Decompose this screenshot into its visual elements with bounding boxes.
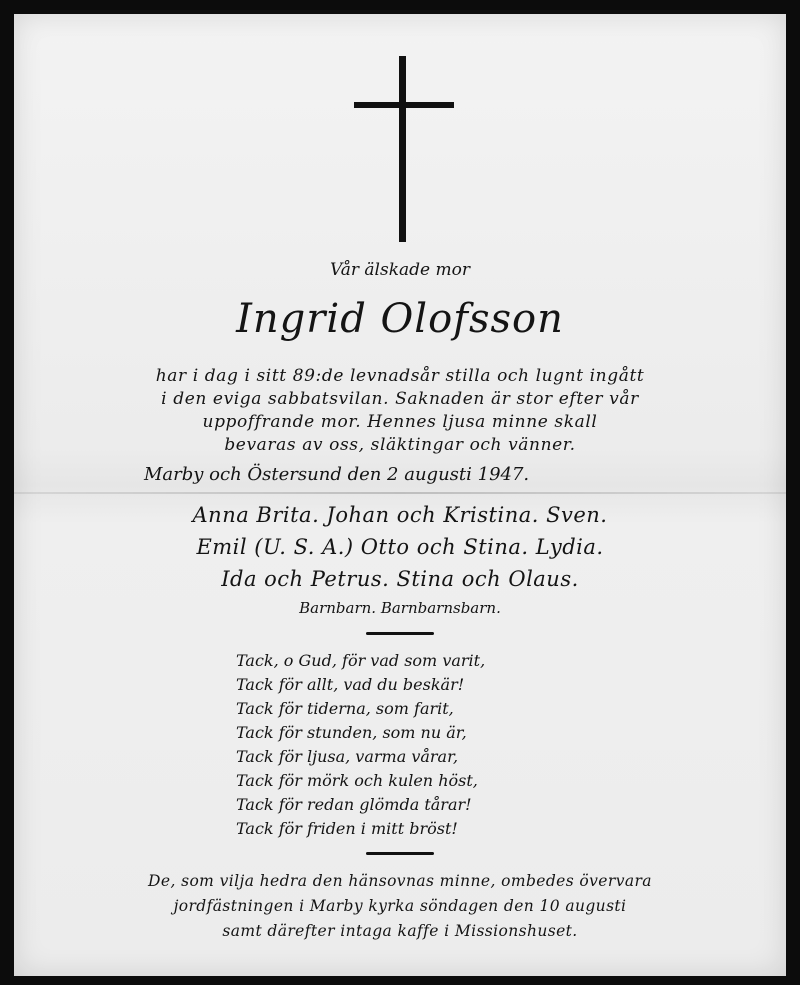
- poem-line: Tack för ljusa, varma vårar,: [236, 747, 459, 766]
- body-line: har i dag i sitt 89:de levnadsår stilla och lugnt ingått: [155, 366, 645, 386]
- family-line: Emil (U. S. A.) Otto och Stina. Lydia.: [196, 535, 604, 559]
- divider-top: [366, 632, 434, 635]
- place-date: Marby och Östersund den 2 augusti 1947.: [144, 464, 530, 485]
- body-line: uppoffrande mor. Hennes ljusa minne skall: [202, 412, 598, 432]
- deceased-name: Ingrid Olofsson: [236, 296, 564, 342]
- poem-line: Tack för friden i mitt bröst!: [236, 819, 458, 838]
- poem-line: Tack, o Gud, för vad som varit,: [236, 651, 486, 670]
- body-line: bevaras av oss, släktingar och vänner.: [224, 435, 576, 455]
- closing-line: jordfästningen i Marby kyrka söndagen den 10 augusti: [173, 897, 627, 915]
- divider-bottom: [366, 852, 434, 855]
- poem-line: Tack för redan glömda tårar!: [236, 795, 472, 814]
- family-line: Anna Brita. Johan och Kristina. Sven.: [192, 503, 608, 527]
- poem-line: Tack för tiderna, som farit,: [236, 699, 454, 718]
- poem-line: Tack för mörk och kulen höst,: [236, 771, 478, 790]
- closing-line: De, som vilja hedra den hänsovnas minne, ombedes övervara: [148, 872, 652, 890]
- cross-icon-vertical: [399, 56, 406, 242]
- closing-line: samt därefter intaga kaffe i Missionshuset.: [222, 922, 578, 940]
- intro-line: Vår älskade mor: [330, 260, 470, 280]
- body-line: i den eviga sabbatsvilan. Saknaden är stor efter vår: [161, 389, 639, 409]
- family-line: Ida och Petrus. Stina och Olaus.: [221, 567, 579, 591]
- poem-line: Tack för allt, vad du beskär!: [236, 675, 465, 694]
- cross-icon-horizontal: [354, 102, 454, 108]
- poem-line: Tack för stunden, som nu är,: [236, 723, 467, 742]
- grandchildren-line: Barnbarn. Barnbarnsbarn.: [299, 599, 501, 617]
- obituary-sheet: [14, 14, 786, 976]
- paper-fold: [14, 492, 786, 494]
